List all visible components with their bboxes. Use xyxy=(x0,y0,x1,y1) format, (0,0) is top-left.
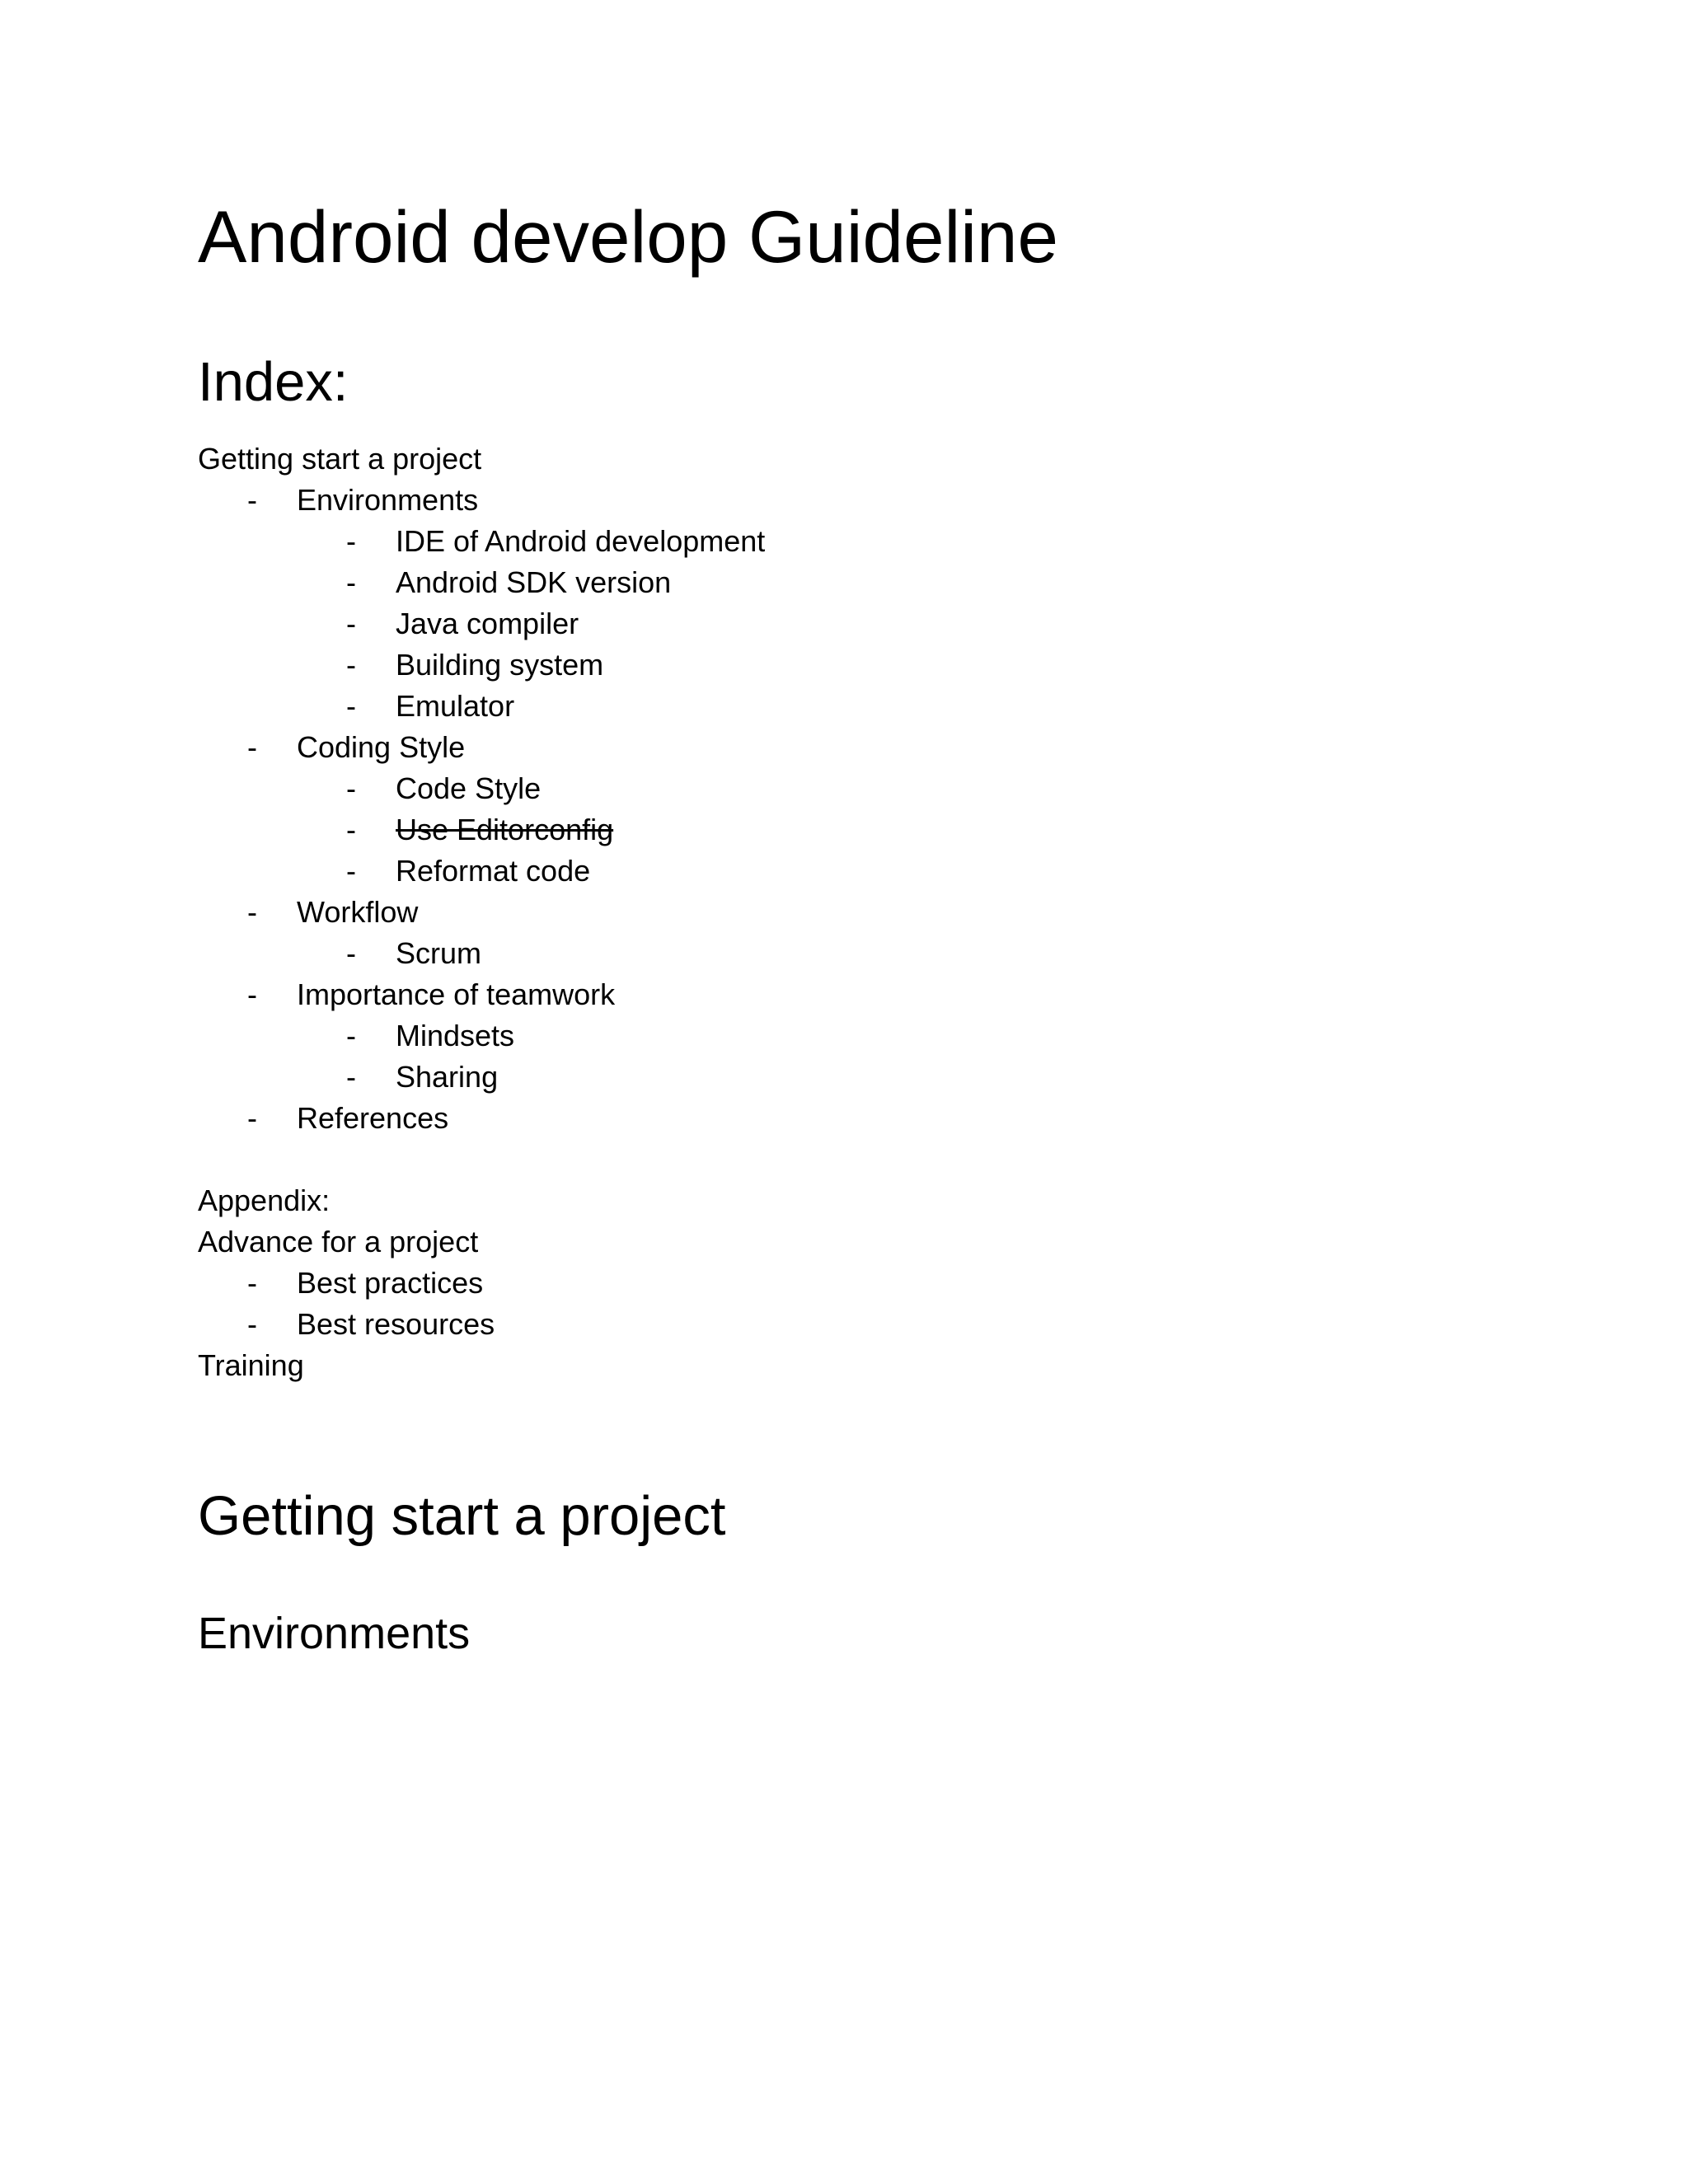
index-item-scrum: Scrum xyxy=(396,936,482,970)
document-title: Android develop Guideline xyxy=(198,195,1059,278)
index-item-ide: IDE of Android development xyxy=(396,524,766,558)
index-item-training: Training xyxy=(198,1348,304,1382)
index-item-sharing: Sharing xyxy=(396,1060,499,1094)
subsection-heading: Environments xyxy=(198,1609,471,1658)
index-item-environments: Environments xyxy=(297,483,479,517)
bullet-dash: - xyxy=(346,854,356,888)
index-heading: Index: xyxy=(198,351,349,413)
index-item-workflow: Workflow xyxy=(297,895,419,929)
bullet-dash: - xyxy=(346,936,356,970)
bullet-dash: - xyxy=(247,1266,257,1300)
index-item-getting-started: Getting start a project xyxy=(198,442,482,476)
index-item-reformat-code: Reformat code xyxy=(396,854,591,888)
bullet-dash: - xyxy=(346,689,356,723)
index-item-best-practices: Best practices xyxy=(297,1266,484,1300)
bullet-dash: - xyxy=(346,524,356,558)
index-item-mindsets: Mindsets xyxy=(396,1019,515,1052)
bullet-dash: - xyxy=(346,607,356,640)
bullet-dash: - xyxy=(247,483,257,517)
bullet-dash: - xyxy=(247,1101,257,1135)
index-item-java-compiler: Java compiler xyxy=(396,607,579,640)
bullet-dash: - xyxy=(346,771,356,805)
bullet-dash: - xyxy=(247,1307,257,1341)
index-item-editorconfig-struck: Use Editorconfig xyxy=(396,813,614,846)
index-item-advance: Advance for a project xyxy=(198,1225,479,1258)
bullet-dash: - xyxy=(346,648,356,682)
bullet-dash: - xyxy=(247,730,257,764)
index-item-emulator: Emulator xyxy=(396,689,515,723)
bullet-dash: - xyxy=(346,565,356,599)
index-item-teamwork: Importance of teamwork xyxy=(297,977,616,1011)
section-heading: Getting start a project xyxy=(198,1485,726,1547)
bullet-dash: - xyxy=(247,977,257,1011)
index-item-coding-style: Coding Style xyxy=(297,730,466,764)
index-item-sdk-version: Android SDK version xyxy=(396,565,672,599)
index-item-building-system: Building system xyxy=(396,648,604,682)
index-item-best-resources: Best resources xyxy=(297,1307,495,1341)
bullet-dash: - xyxy=(346,1019,356,1052)
index-item-references: References xyxy=(297,1101,449,1135)
bullet-dash: - xyxy=(346,1060,356,1094)
bullet-dash: - xyxy=(346,813,356,846)
bullet-dash: - xyxy=(247,895,257,929)
index-item-code-style: Code Style xyxy=(396,771,542,805)
index-item-appendix: Appendix: xyxy=(198,1183,331,1217)
